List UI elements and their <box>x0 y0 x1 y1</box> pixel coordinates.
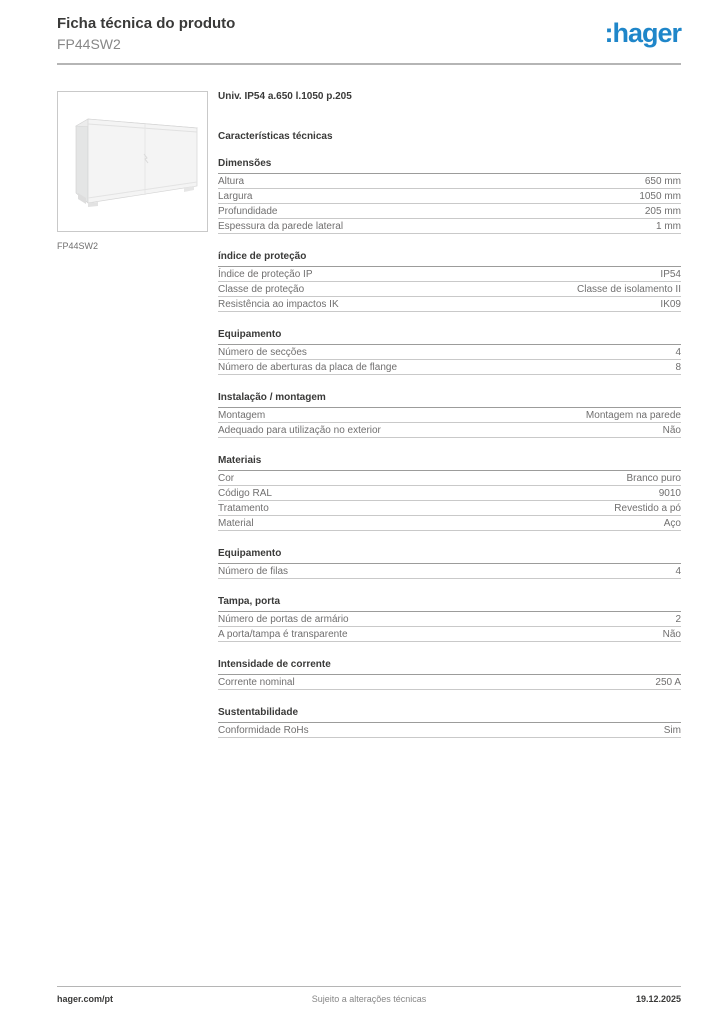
table-row <box>218 345 681 360</box>
section-title: Equipamento <box>218 329 681 345</box>
row-label: Altura <box>218 176 245 187</box>
product-image-frame <box>57 91 208 232</box>
row-value: 4 <box>675 347 681 358</box>
section-title: Equipamento <box>218 548 681 564</box>
footer-date: 19.12.2025 <box>635 994 681 1004</box>
row-label: Conformidade RoHs <box>218 725 309 736</box>
table-row <box>218 501 681 516</box>
section-rows <box>218 345 681 375</box>
row-value: 4 <box>675 566 681 577</box>
table-row <box>218 360 681 375</box>
spec-section <box>218 251 681 312</box>
spec-section <box>218 455 681 531</box>
characteristics-heading: Características técnicas <box>218 131 333 142</box>
row-label: Material <box>218 518 254 529</box>
section-rows <box>218 675 681 690</box>
row-value: IK09 <box>660 299 681 310</box>
spec-section <box>218 392 681 438</box>
header <box>57 14 681 53</box>
page-title: Ficha técnica do produto <box>57 15 236 32</box>
spec-section <box>218 707 681 738</box>
table-row <box>218 219 681 234</box>
section-rows <box>218 723 681 738</box>
spec-section <box>218 596 681 642</box>
table-row <box>218 675 681 690</box>
row-value: 2 <box>675 614 681 625</box>
section-title: Sustentabilidade <box>218 707 681 723</box>
section-rows <box>218 471 681 531</box>
row-label: Profundidade <box>218 206 278 217</box>
row-label: Montagem <box>218 410 266 421</box>
spec-section <box>218 329 681 375</box>
row-label: Código RAL <box>218 488 272 499</box>
table-row <box>218 423 681 438</box>
table-row <box>218 516 681 531</box>
section-title: Dimensões <box>218 158 681 174</box>
table-row <box>218 189 681 204</box>
table-row <box>218 723 681 738</box>
specs-column <box>218 91 681 755</box>
row-value: Não <box>662 425 681 436</box>
row-label: Índice de proteção IP <box>218 269 313 280</box>
product-code: FP44SW2 <box>57 36 121 52</box>
spec-section <box>218 158 681 234</box>
row-label: Número de filas <box>218 566 289 577</box>
section-title: Instalação / montagem <box>218 392 681 408</box>
table-row <box>218 627 681 642</box>
section-rows <box>218 564 681 579</box>
product-image-column <box>57 91 208 755</box>
row-label: Número de aberturas da placa de flange <box>218 362 398 373</box>
row-value: 250 A <box>655 677 681 688</box>
row-label: Adequado para utilização no exterior <box>218 425 381 436</box>
table-row <box>218 486 681 501</box>
spec-section <box>218 659 681 690</box>
footer-note: Sujeito a alterações técnicas <box>311 994 427 1004</box>
row-label: Largura <box>218 191 253 202</box>
row-label: Corrente nominal <box>218 677 295 688</box>
row-value: Montagem na parede <box>585 410 681 421</box>
hager-logo: :hager <box>604 18 681 48</box>
section-rows <box>218 267 681 312</box>
row-value: 8 <box>675 362 681 373</box>
footer <box>57 986 681 1004</box>
header-divider <box>57 63 681 65</box>
product-short-description: Univ. IP54 a.650 l.1050 p.205 <box>218 91 352 102</box>
row-value: 650 mm <box>644 176 681 187</box>
row-value: 1 mm <box>656 221 681 232</box>
table-row <box>218 471 681 486</box>
row-label: A porta/tampa é transparente <box>218 629 348 640</box>
row-label: Cor <box>218 473 235 484</box>
row-value: Branco puro <box>626 473 681 484</box>
header-text-block <box>57 14 235 53</box>
row-value: Classe de isolamento II <box>577 284 681 295</box>
table-row <box>218 267 681 282</box>
section-rows <box>218 174 681 234</box>
table-row <box>218 612 681 627</box>
section-rows <box>218 408 681 438</box>
table-row <box>218 204 681 219</box>
row-value: Não <box>662 629 681 640</box>
main-content <box>57 91 681 755</box>
section-title: Intensidade de corrente <box>218 659 681 675</box>
row-value: Aço <box>663 518 681 529</box>
section-title: Materiais <box>218 455 681 471</box>
product-image-caption: FP44SW2 <box>57 241 99 251</box>
row-value: Revestido a pó <box>614 503 681 514</box>
row-label: Espessura da parede lateral <box>218 221 344 232</box>
row-label: Número de secções <box>218 347 307 358</box>
row-value: IP54 <box>660 269 681 280</box>
footer-website-link[interactable]: hager.com/pt <box>57 994 114 1004</box>
row-value: 9010 <box>658 488 681 499</box>
table-row <box>218 408 681 423</box>
row-label: Resistência ao impactos IK <box>218 299 339 310</box>
product-photo-cabinet <box>58 92 207 231</box>
section-title: índice de proteção <box>218 251 681 267</box>
row-value: 1050 mm <box>639 191 681 202</box>
section-rows <box>218 612 681 642</box>
table-row <box>218 174 681 189</box>
table-row <box>218 297 681 312</box>
row-label: Classe de proteção <box>218 284 305 295</box>
section-title: Tampa, porta <box>218 596 681 612</box>
row-value: Sim <box>663 725 681 736</box>
row-label: Número de portas de armário <box>218 614 349 625</box>
table-row <box>218 282 681 297</box>
row-value: 205 mm <box>644 206 681 217</box>
spec-section <box>218 548 681 579</box>
row-label: Tratamento <box>218 503 269 514</box>
sections <box>218 158 681 738</box>
table-row <box>218 564 681 579</box>
